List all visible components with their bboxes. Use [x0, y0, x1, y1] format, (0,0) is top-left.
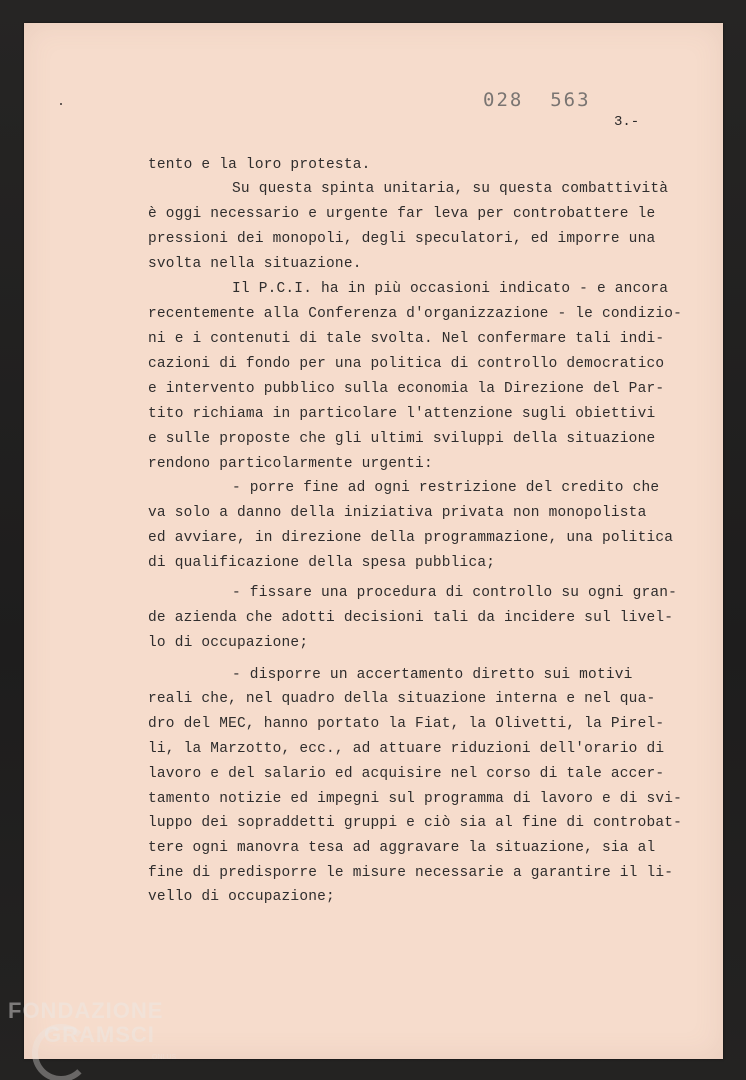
- text-line: va solo a danno della iniziativa privata non monopolista: [148, 505, 647, 521]
- text-line: - disporre un accertamento diretto sui motivi: [232, 667, 633, 683]
- text-line: è oggi necessario e urgente far leva per controbattere le: [148, 206, 656, 222]
- text-line: recentemente alla Conferenza d'organizzazione - le condizio-: [148, 306, 683, 322]
- text-line: luppo dei sopraddetti gruppi e ciò sia al fine di controbat-: [148, 815, 683, 831]
- archive-stamp-number: 028 563: [483, 89, 591, 111]
- text-line: Su questa spinta unitaria, su questa combattività: [232, 181, 669, 197]
- text-line: cazioni di fondo per una politica di controllo democratico: [148, 356, 665, 372]
- text-line: tamento notizie ed impegni sul programma di lavoro e di svi-: [148, 791, 683, 807]
- text-line: rendono particolarmente urgenti:: [148, 456, 433, 472]
- text-line: ni e i contenuti di tale svolta. Nel confermare tali indi-: [148, 331, 665, 347]
- watermark-sub: ONLUS: [152, 1054, 177, 1061]
- text-line: de azienda che adotti decisioni tali da incidere sul livel-: [148, 610, 674, 626]
- text-line: e intervento pubblico sulla economia la Direzione del Par-: [148, 381, 665, 397]
- text-line: dro del MEC, hanno portato la Fiat, la Olivetti, la Pirel-: [148, 716, 665, 732]
- text-line: pressioni dei monopoli, degli speculatori, ed imporre una: [148, 231, 656, 247]
- text-line: di qualificazione della spesa pubblica;: [148, 555, 496, 571]
- text-line: tento e la loro protesta.: [148, 157, 371, 173]
- text-line: lavoro e del salario ed acquisire nel corso di tale accer-: [148, 766, 665, 782]
- text-line: tito richiama in particolare l'attenzione sugli obiettivi: [148, 406, 656, 422]
- text-line: e sulle proposte che gli ultimi sviluppi della situazione: [148, 431, 656, 447]
- watermark-line2: GRAMSCI: [44, 1022, 155, 1047]
- text-line: Il P.C.I. ha in più occasioni indicato - e ancora: [232, 281, 669, 297]
- fondazione-gramsci-watermark: [4, 998, 194, 1078]
- text-line: lo di occupazione;: [148, 635, 309, 651]
- watermark-line1: FONDAZIONE: [8, 998, 164, 1023]
- text-line: reali che, nel quadro della situazione interna e nel qua-: [148, 691, 656, 707]
- text-line: tere ogni manovra tesa ad aggravare la situazione, sia al: [148, 840, 656, 856]
- text-line: - porre fine ad ogni restrizione del credito che: [232, 480, 660, 496]
- text-line: svolta nella situazione.: [148, 256, 362, 272]
- text-line: - fissare una procedura di controllo su ogni gran-: [232, 585, 678, 601]
- text-line: ed avviare, in direzione della programmazione, una politica: [148, 530, 674, 546]
- text-line: vello di occupazione;: [148, 889, 335, 905]
- text-line: li, la Marzotto, ecc., ad attuare riduzioni dell'orario di: [148, 741, 665, 757]
- paper-speck: [60, 103, 62, 105]
- text-line: fine di predisporre le misure necessarie a garantire il li-: [148, 865, 674, 881]
- page-number: 3.-: [614, 114, 640, 130]
